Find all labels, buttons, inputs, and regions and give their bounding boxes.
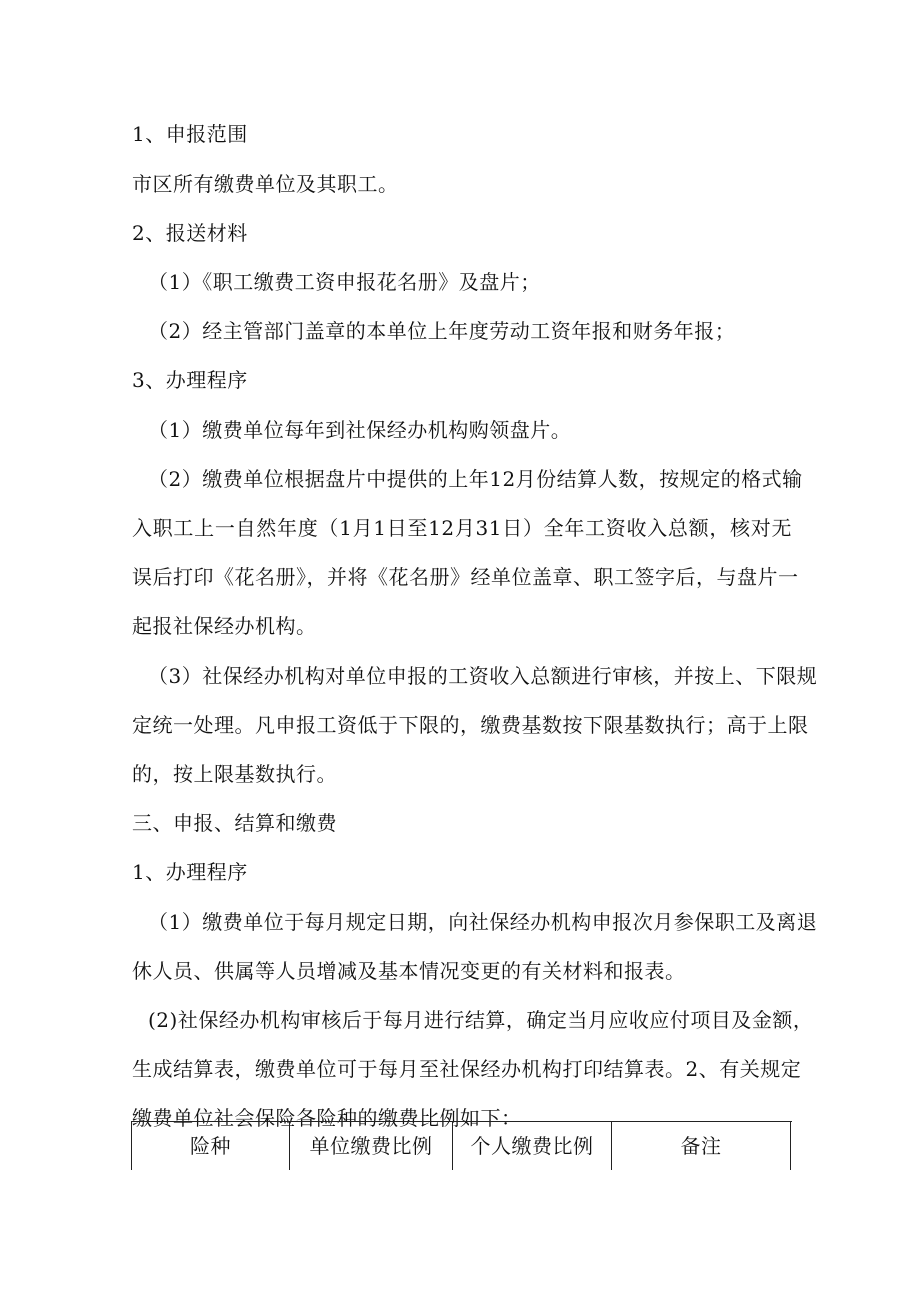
- list-item-monthly-1-line-2: 休人员、供属等人员增减及基本情况变更的有关材料和报表。: [132, 959, 686, 983]
- list-item-monthly-1-line-1: （1）缴费单位于每月规定日期，向社保经办机构申报次月参保职工及离退: [148, 910, 818, 934]
- list-item-procedure-1: （1）缴费单位每年到社保经办机构购领盘片。: [148, 418, 572, 442]
- list-item-monthly-2-line-2: 生成结算表，缴费单位可于每月至社保经办机构打印结算表。2、有关规定: [132, 1057, 802, 1081]
- list-item-procedure-3-line-3: 的，按上限基数执行。: [132, 762, 337, 786]
- table-header-remarks: 备注: [612, 1122, 791, 1170]
- table-header-employee-rate: 个人缴费比例: [453, 1122, 612, 1170]
- list-item-procedure-2-line-3: 误后打印《花名册》，并将《花名册》经单位盖章、职工签字后，与盘片一: [132, 565, 799, 589]
- list-item-procedure-3-line-1: （3）社保经办机构对单位申报的工资收入总额进行审核，并按上、下限规: [148, 664, 818, 688]
- section-heading-materials: 2、报送材料: [132, 221, 248, 245]
- list-item-material-2: （2）经主管部门盖章的本单位上年度劳动工资年报和财务年报；: [148, 319, 736, 343]
- list-item-material-1: （1）《职工缴费工资申报花名册》及盘片；: [148, 270, 541, 294]
- table-header-employer-rate: 单位缴费比例: [290, 1122, 453, 1170]
- list-item-procedure-2-line-4: 起报社保经办机构。: [132, 614, 317, 638]
- list-item-monthly-2-line-1: (2)社保经办机构审核后于每月进行结算，确定当月应收应付项目及金额，: [148, 1008, 814, 1032]
- section-heading-scope: 1、申报范围: [132, 122, 248, 146]
- list-item-procedure-2-line-1: （2）缴费单位根据盘片中提供的上年12月份结算人数，按规定的格式输: [148, 467, 803, 491]
- table-header-insurance-type: 险种: [132, 1122, 290, 1170]
- list-item-procedure-3-line-2: 定统一处理。凡申报工资低于下限的，缴费基数按下限基数执行；高于上限: [132, 713, 809, 737]
- section-heading-procedure: 3、办理程序: [132, 368, 248, 392]
- chapter-heading-declaration: 三、申报、结算和缴费: [132, 811, 337, 835]
- section-heading-procedure-2: 1、办理程序: [132, 860, 248, 884]
- paragraph-scope: 市区所有缴费单位及其职工。: [132, 172, 399, 196]
- paragraph-rate-intro: 缴费单位社会保险各险种的缴费比例如下：: [132, 1106, 522, 1130]
- contribution-rate-table: [131, 1121, 792, 1170]
- list-item-procedure-2-line-2: 入职工上一自然年度（1月1日至12月31日）全年工资收入总额，核对无: [132, 516, 792, 540]
